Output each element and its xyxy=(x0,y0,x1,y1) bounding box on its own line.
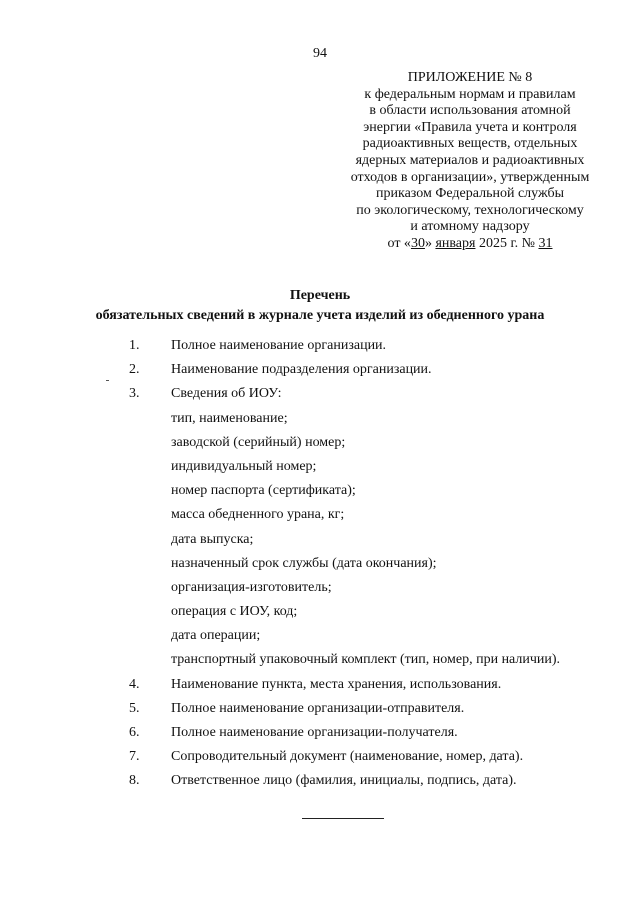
item-text: Сведения об ИОУ: xyxy=(171,386,282,402)
list-item xyxy=(0,697,640,721)
list-subitem xyxy=(0,600,640,624)
list-subitem xyxy=(0,479,640,503)
document-title xyxy=(0,286,640,326)
item-number: 2. xyxy=(129,362,140,378)
list-item xyxy=(0,721,640,745)
appendix-line: в области использования атомной xyxy=(369,103,571,119)
appendix-date-line xyxy=(330,236,610,253)
list-subitem xyxy=(0,648,640,672)
item-number: 7. xyxy=(129,749,140,765)
subitem-text: операция с ИОУ, код; xyxy=(171,604,298,620)
date-year: 2025 г. № xyxy=(475,235,539,251)
items-list xyxy=(0,334,640,794)
item-number: 5. xyxy=(129,700,140,716)
subitem-text: дата выпуска; xyxy=(171,531,254,547)
page-number: 94 xyxy=(313,46,327,61)
appendix-line: ПРИЛОЖЕНИЕ № 8 xyxy=(407,70,533,85)
date-day: 30 xyxy=(410,235,425,251)
appendix-line: по экологическому, технологическому xyxy=(356,202,584,218)
item-number: 3. xyxy=(129,386,140,402)
subitem-text: назначенный срок службы (дата окончания); xyxy=(171,555,437,571)
list-item xyxy=(0,358,640,382)
date-prefix: от « xyxy=(387,235,411,251)
list-item xyxy=(0,673,640,697)
subitem-text: масса обедненного урана, кг; xyxy=(171,507,345,523)
subitem-text: дата операции; xyxy=(171,628,261,644)
list-subitem xyxy=(0,528,640,552)
subitem-text: индивидуальный номер; xyxy=(171,458,317,474)
list-subitem xyxy=(0,624,640,648)
list-subitem xyxy=(0,576,640,600)
subitem-text: тип, наименование; xyxy=(171,410,288,426)
appendix-line: отходов в организации», утвержденным xyxy=(350,169,590,185)
list-item xyxy=(0,745,640,769)
list-item xyxy=(0,382,640,406)
subitem-text: транспортный упаковочный комплект (тип, номер, при наличии). xyxy=(171,652,561,668)
item-number: 8. xyxy=(129,773,140,789)
item-text: Наименование пункта, места хранения, использования. xyxy=(171,676,502,692)
order-number: 31 xyxy=(538,235,553,251)
appendix-line: и атомному надзору xyxy=(410,219,530,235)
appendix-line: ядерных материалов и радиоактивных xyxy=(355,152,585,168)
item-text: Сопроводительный документ (наименование, номер, дата). xyxy=(171,749,524,765)
appendix-header xyxy=(330,70,610,253)
list-subitem xyxy=(0,503,640,527)
appendix-line: энергии «Правила учета и контроля xyxy=(363,119,577,135)
list-subitem xyxy=(0,552,640,576)
item-text: Полное наименование организации-получателя. xyxy=(171,725,458,740)
item-number: 6. xyxy=(129,725,140,740)
title-line-1: Перечень xyxy=(289,288,351,303)
appendix-line: радиоактивных веществ, отдельных xyxy=(362,136,578,152)
appendix-line: приказом Федеральной службы xyxy=(376,186,564,202)
list-item xyxy=(0,334,640,358)
list-subitem xyxy=(0,407,640,431)
item-text: Полное наименование организации. xyxy=(171,338,387,353)
list-item xyxy=(0,769,640,793)
item-number: 4. xyxy=(129,676,140,692)
item-text: Ответственное лицо (фамилия, инициалы, подпись, дата). xyxy=(171,773,517,789)
appendix-line: к федеральным нормам и правилам xyxy=(364,86,576,102)
item-number: 1. xyxy=(129,338,140,353)
item-text: Полное наименование организации-отправителя. xyxy=(171,700,465,716)
title-line-2: обязательных сведений в журнале учета изделий из обедненного урана xyxy=(95,308,545,323)
subitem-text: номер паспорта (сертификата); xyxy=(171,483,356,499)
date-mid: » xyxy=(424,235,436,251)
list-subitem xyxy=(0,455,640,479)
end-divider xyxy=(302,818,384,819)
date-month: января xyxy=(435,235,476,251)
list-subitem xyxy=(0,431,640,455)
subitem-text: организация-изготовитель; xyxy=(171,579,332,595)
item-text: Наименование подразделения организации. xyxy=(171,362,432,378)
subitem-text: заводской (серийный) номер; xyxy=(171,434,346,450)
